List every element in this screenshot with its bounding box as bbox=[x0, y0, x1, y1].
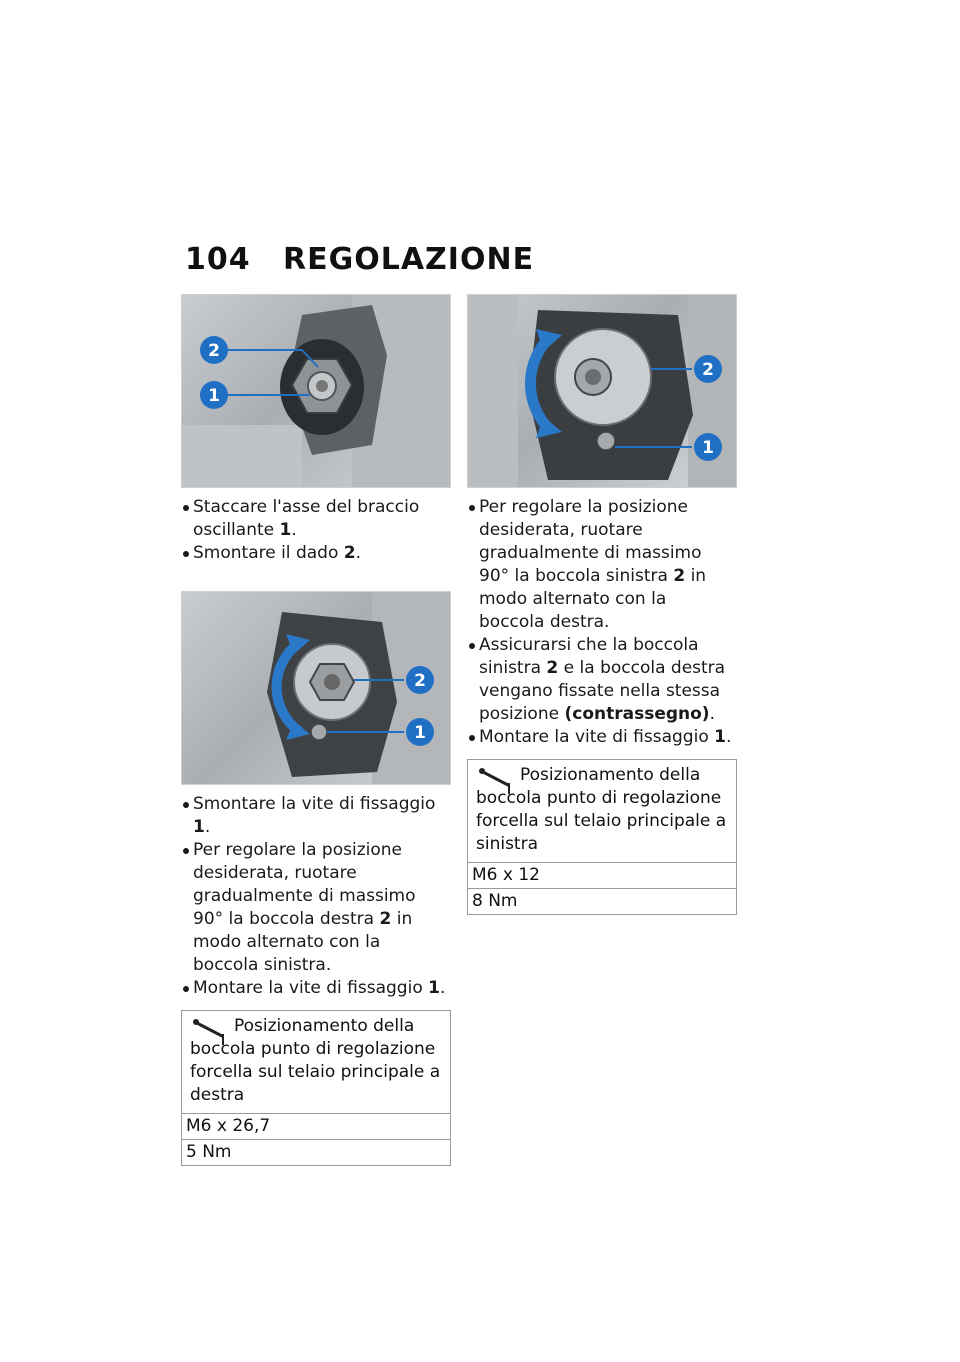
spec-title: Posizionamento della boccola punto di regolazione forcella sul telaio principale a destra bbox=[190, 1016, 441, 1105]
figure-left-bushing-drawing bbox=[468, 295, 736, 487]
spec-torque: 8 Nm bbox=[468, 888, 736, 914]
spec-header bbox=[468, 760, 736, 862]
torque-wrench-icon bbox=[192, 1017, 232, 1047]
figure-right-bushing bbox=[181, 591, 451, 785]
step-item: Per regolare la posizione desiderata, ruotare gradualmente di massimo 90° la boccola destra 2 in modo alternato con la boccola sinistra. bbox=[181, 839, 451, 977]
callout-2-label: 2 bbox=[414, 671, 426, 691]
steps-list-3 bbox=[467, 496, 737, 749]
page-number: 104 bbox=[185, 242, 251, 277]
callout-1-label: 1 bbox=[208, 386, 220, 406]
spec-header bbox=[182, 1011, 450, 1113]
spec-table-left bbox=[467, 759, 737, 915]
step-item: Staccare l'asse del braccio oscillante 1. bbox=[181, 496, 451, 542]
step-item: Montare la vite di fissaggio 1. bbox=[467, 726, 737, 749]
spec-thread: M6 x 12 bbox=[468, 862, 736, 888]
step-item: Per regolare la posizione desiderata, ruotare gradualmente di massimo 90° la boccola sinistra 2 in modo alternato con la boccola destra. bbox=[467, 496, 737, 634]
steps-list-1 bbox=[181, 496, 451, 565]
figure-swingarm-nut-drawing bbox=[182, 295, 450, 487]
step-item: Smontare la vite di fissaggio 1. bbox=[181, 793, 451, 839]
figure-swingarm-nut bbox=[181, 294, 451, 488]
spec-title: Posizionamento della boccola punto di regolazione forcella sul telaio principale a sinistra bbox=[476, 765, 727, 854]
left-column bbox=[181, 294, 451, 1166]
step-item: Smontare il dado 2. bbox=[181, 542, 451, 565]
step-item: Assicurarsi che la boccola sinistra 2 e la boccola destra vengano fissate nella stessa posizione (contrassegno). bbox=[467, 634, 737, 726]
step-item: Montare la vite di fissaggio 1. bbox=[181, 977, 451, 1000]
torque-wrench-icon bbox=[478, 766, 518, 796]
steps-list-2 bbox=[181, 793, 451, 1000]
callout-2-label: 2 bbox=[208, 341, 220, 361]
page-header bbox=[185, 242, 534, 282]
spec-table-right bbox=[181, 1010, 451, 1166]
figure-right-bushing-drawing bbox=[182, 592, 450, 784]
figure-left-bushing bbox=[467, 294, 737, 488]
spec-thread: M6 x 26,7 bbox=[182, 1113, 450, 1139]
spec-torque: 5 Nm bbox=[182, 1139, 450, 1165]
callout-1-label: 1 bbox=[702, 438, 714, 458]
callout-1-label: 1 bbox=[414, 723, 426, 743]
right-column bbox=[467, 294, 737, 915]
callout-2-label: 2 bbox=[702, 360, 714, 380]
chapter-title: REGOLAZIONE bbox=[283, 242, 535, 277]
